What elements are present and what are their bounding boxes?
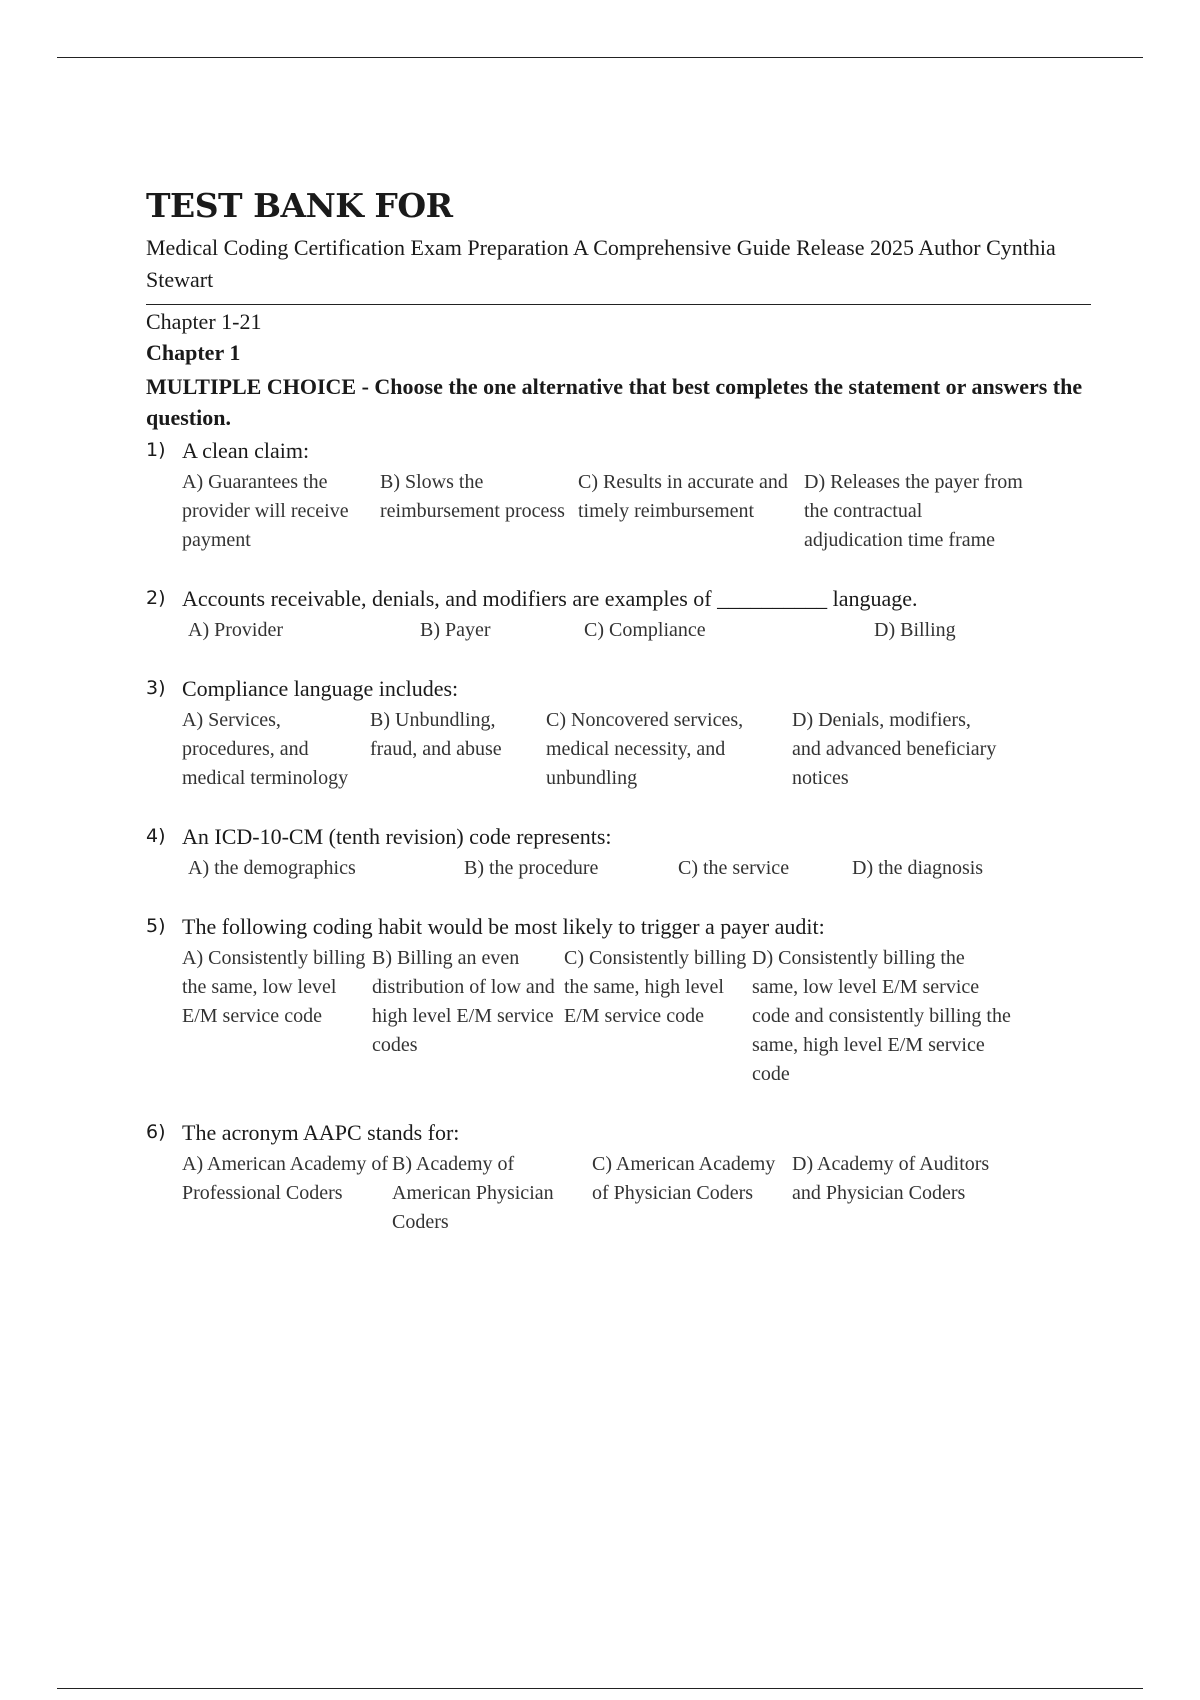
option-a: A) American Academy of Professional Coders [182,1153,389,1204]
option-b: B) Payer [420,619,491,641]
option-c: C) Consistently billing the same, high level E/M service code [564,947,747,1027]
option-c: C) Noncovered services, medical necessity, and unbundling [546,709,744,789]
option-b: B) Billing an even distribution of low and high level E/M service codes [372,947,555,1056]
option-b: B) the procedure [464,857,599,879]
question-text: The acronym AAPC stands for: [182,1120,460,1145]
option-b: B) Academy of American Physician Coders [392,1153,554,1233]
question-number: 6) [146,1121,166,1143]
option-d: D) Consistently billing the same, low level E/M service code and consistently billing the same, high level E/M service code [752,947,1011,1085]
question-6 [146,1117,1091,1237]
option-c: C) Results in accurate and timely reimbursement [578,471,788,522]
option-d: D) Denials, modifiers, and advanced beneficiary notices [792,709,997,789]
option-d: D) the diagnosis [852,857,984,879]
document-body [146,186,1091,1237]
option-b: B) Slows the reimbursement process [380,471,565,522]
question-number: 5) [146,915,166,937]
question-number: 4) [146,825,166,847]
question-text: An ICD-10-CM (tenth revision) code represents: [182,824,612,849]
question-number: 2) [146,587,166,609]
question-number: 1) [146,439,166,461]
option-a: A) Consistently billing the same, low level E/M service code [182,947,366,1027]
question-5 [146,911,1091,1089]
question-number: 3) [146,677,166,699]
question-text: A clean claim: [182,438,310,463]
option-d: D) Billing [874,619,956,641]
option-b: B) Unbundling, fraud, and abuse [370,709,502,760]
option-a: A) Provider [188,619,283,641]
option-c: C) American Academy of Physician Coders [592,1153,776,1204]
document-subtitle: Medical Coding Certification Exam Preparation A Comprehensive Guide Release 2025 Author Cynthia Stewart [146,235,1056,292]
chapter-range: Chapter 1-21 [146,309,262,334]
question-text: The following coding habit would be most likely to trigger a payer audit: [182,914,825,939]
question-1 [146,435,1091,555]
question-3 [146,673,1091,793]
option-a: A) Guarantees the provider will receive payment [182,471,349,551]
option-c: C) Compliance [584,619,706,641]
option-a: A) Services, procedures, and medical terminology [182,709,349,789]
top-rule [57,57,1143,58]
section-instructions: MULTIPLE CHOICE - Choose the one alternative that best completes the statement or answers the question. [146,374,1083,430]
question-text: Accounts receivable, denials, and modifiers are examples of __________ language. [182,586,918,611]
chapter-heading: Chapter 1 [146,340,241,365]
document-title: TEST BANK FOR [146,186,453,225]
option-d: D) Academy of Auditors and Physician Coders [792,1153,990,1204]
question-2 [146,583,1091,645]
question-text: Compliance language includes: [182,676,459,701]
option-d: D) Releases the payer from the contractual adjudication time frame [804,471,1023,551]
option-a: A) the demographics [188,857,356,879]
bottom-rule [57,1688,1143,1689]
option-c: C) the service [678,857,790,879]
question-4 [146,821,1091,883]
title-divider [146,304,1091,305]
